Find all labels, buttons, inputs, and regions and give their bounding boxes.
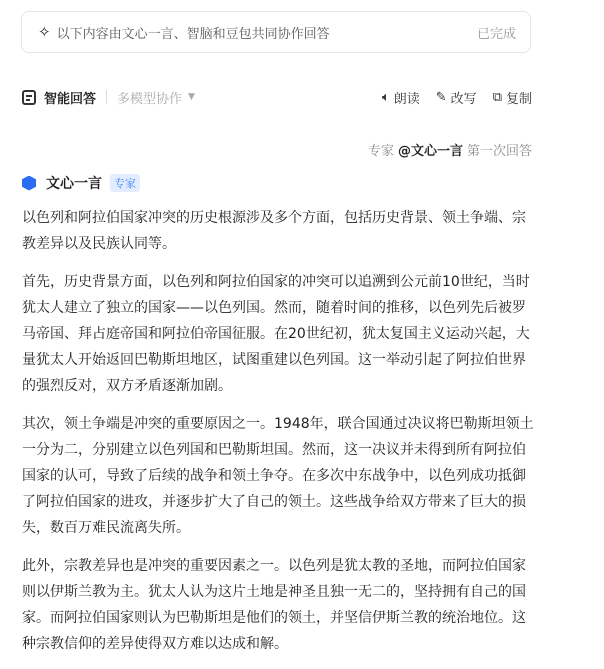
read-aloud-button[interactable]: 🔈︎ 朗读 (381, 89, 420, 107)
chevron-down-icon[interactable]: ▼ (188, 92, 195, 102)
document-icon (22, 90, 36, 105)
banner-status: 已完成 (476, 26, 516, 42)
collaboration-banner (21, 11, 531, 53)
expert-badge: 专家 (110, 174, 140, 192)
paragraph: 首先，历史背景方面，以色列和阿拉伯国家的冲突可以追溯到公元前10世纪，当时犹太人建立了独立的国家——以色列国。然而，随着时间的推移，以色列先后被罗马帝国、拜占庭帝国和阿拉伯帝国征服。在20世纪初，犹太复国主义运动兴起，大量犹太人开始返回巴勒斯坦地区，试图重建以色列国。这一举动引起了阿拉伯世界的强烈反对，双方矛盾逐渐加剧。 (22, 274, 530, 394)
speaker-icon: 🔈︎ (381, 89, 390, 105)
answer-title: 智能回答 (44, 91, 97, 107)
sparkle-icon: ✧ (38, 23, 51, 41)
copy-button[interactable]: ⧉ 复制 (492, 89, 532, 107)
paragraph: 其次，领土争端是冲突的重要原因之一。1948年，联合国通过决议将巴勒斯坦领土一分为二，分别建立以色列国和巴勒斯坦国。然而，这一决议并未得到所有阿拉伯国家的认可，导致了后续的战争和领土争夺。在多次中东战争中，以色列成功抵御了阿拉伯国家的进攻，并逐步扩大了自己的领土。这些战争给双方带来了巨大的损失，数百万难民流离失所。 (22, 416, 534, 536)
answer-body (22, 205, 534, 669)
banner-text: 以下内容由文心一言、智脑和豆包共同协作回答 (56, 26, 330, 42)
divider (106, 90, 107, 104)
answer-toolbar (22, 86, 532, 108)
mode-dropdown[interactable]: 多模型协作 (117, 91, 183, 107)
copy-icon: ⧉ (492, 89, 502, 105)
expert-attribution: 专家 @文心一言 第一次回答 (367, 144, 532, 159)
rewrite-button[interactable]: ✎ 改写 (435, 89, 477, 107)
model-header (22, 173, 140, 193)
wenxin-logo-icon (22, 176, 36, 191)
paragraph: 以色列和阿拉伯国家冲突的历史根源涉及多个方面，包括历史背景、领土争端、宗教差异以及民族认同等。 (22, 210, 526, 252)
edit-icon: ✎ (435, 89, 447, 105)
paragraph: 此外，宗教差异也是冲突的重要因素之一。以色列是犹太教的圣地，而阿拉伯国家则以伊斯兰教为主。犹太人认为这片土地是神圣且独一无二的，坚持拥有自己的国家。而阿拉伯国家则认为巴勒斯坦是他们的领土，并坚信伊斯兰教的统治地位。这种宗教信仰的差异使得双方难以达成和解。 (22, 558, 526, 652)
model-name: 文心一言 (46, 176, 102, 192)
